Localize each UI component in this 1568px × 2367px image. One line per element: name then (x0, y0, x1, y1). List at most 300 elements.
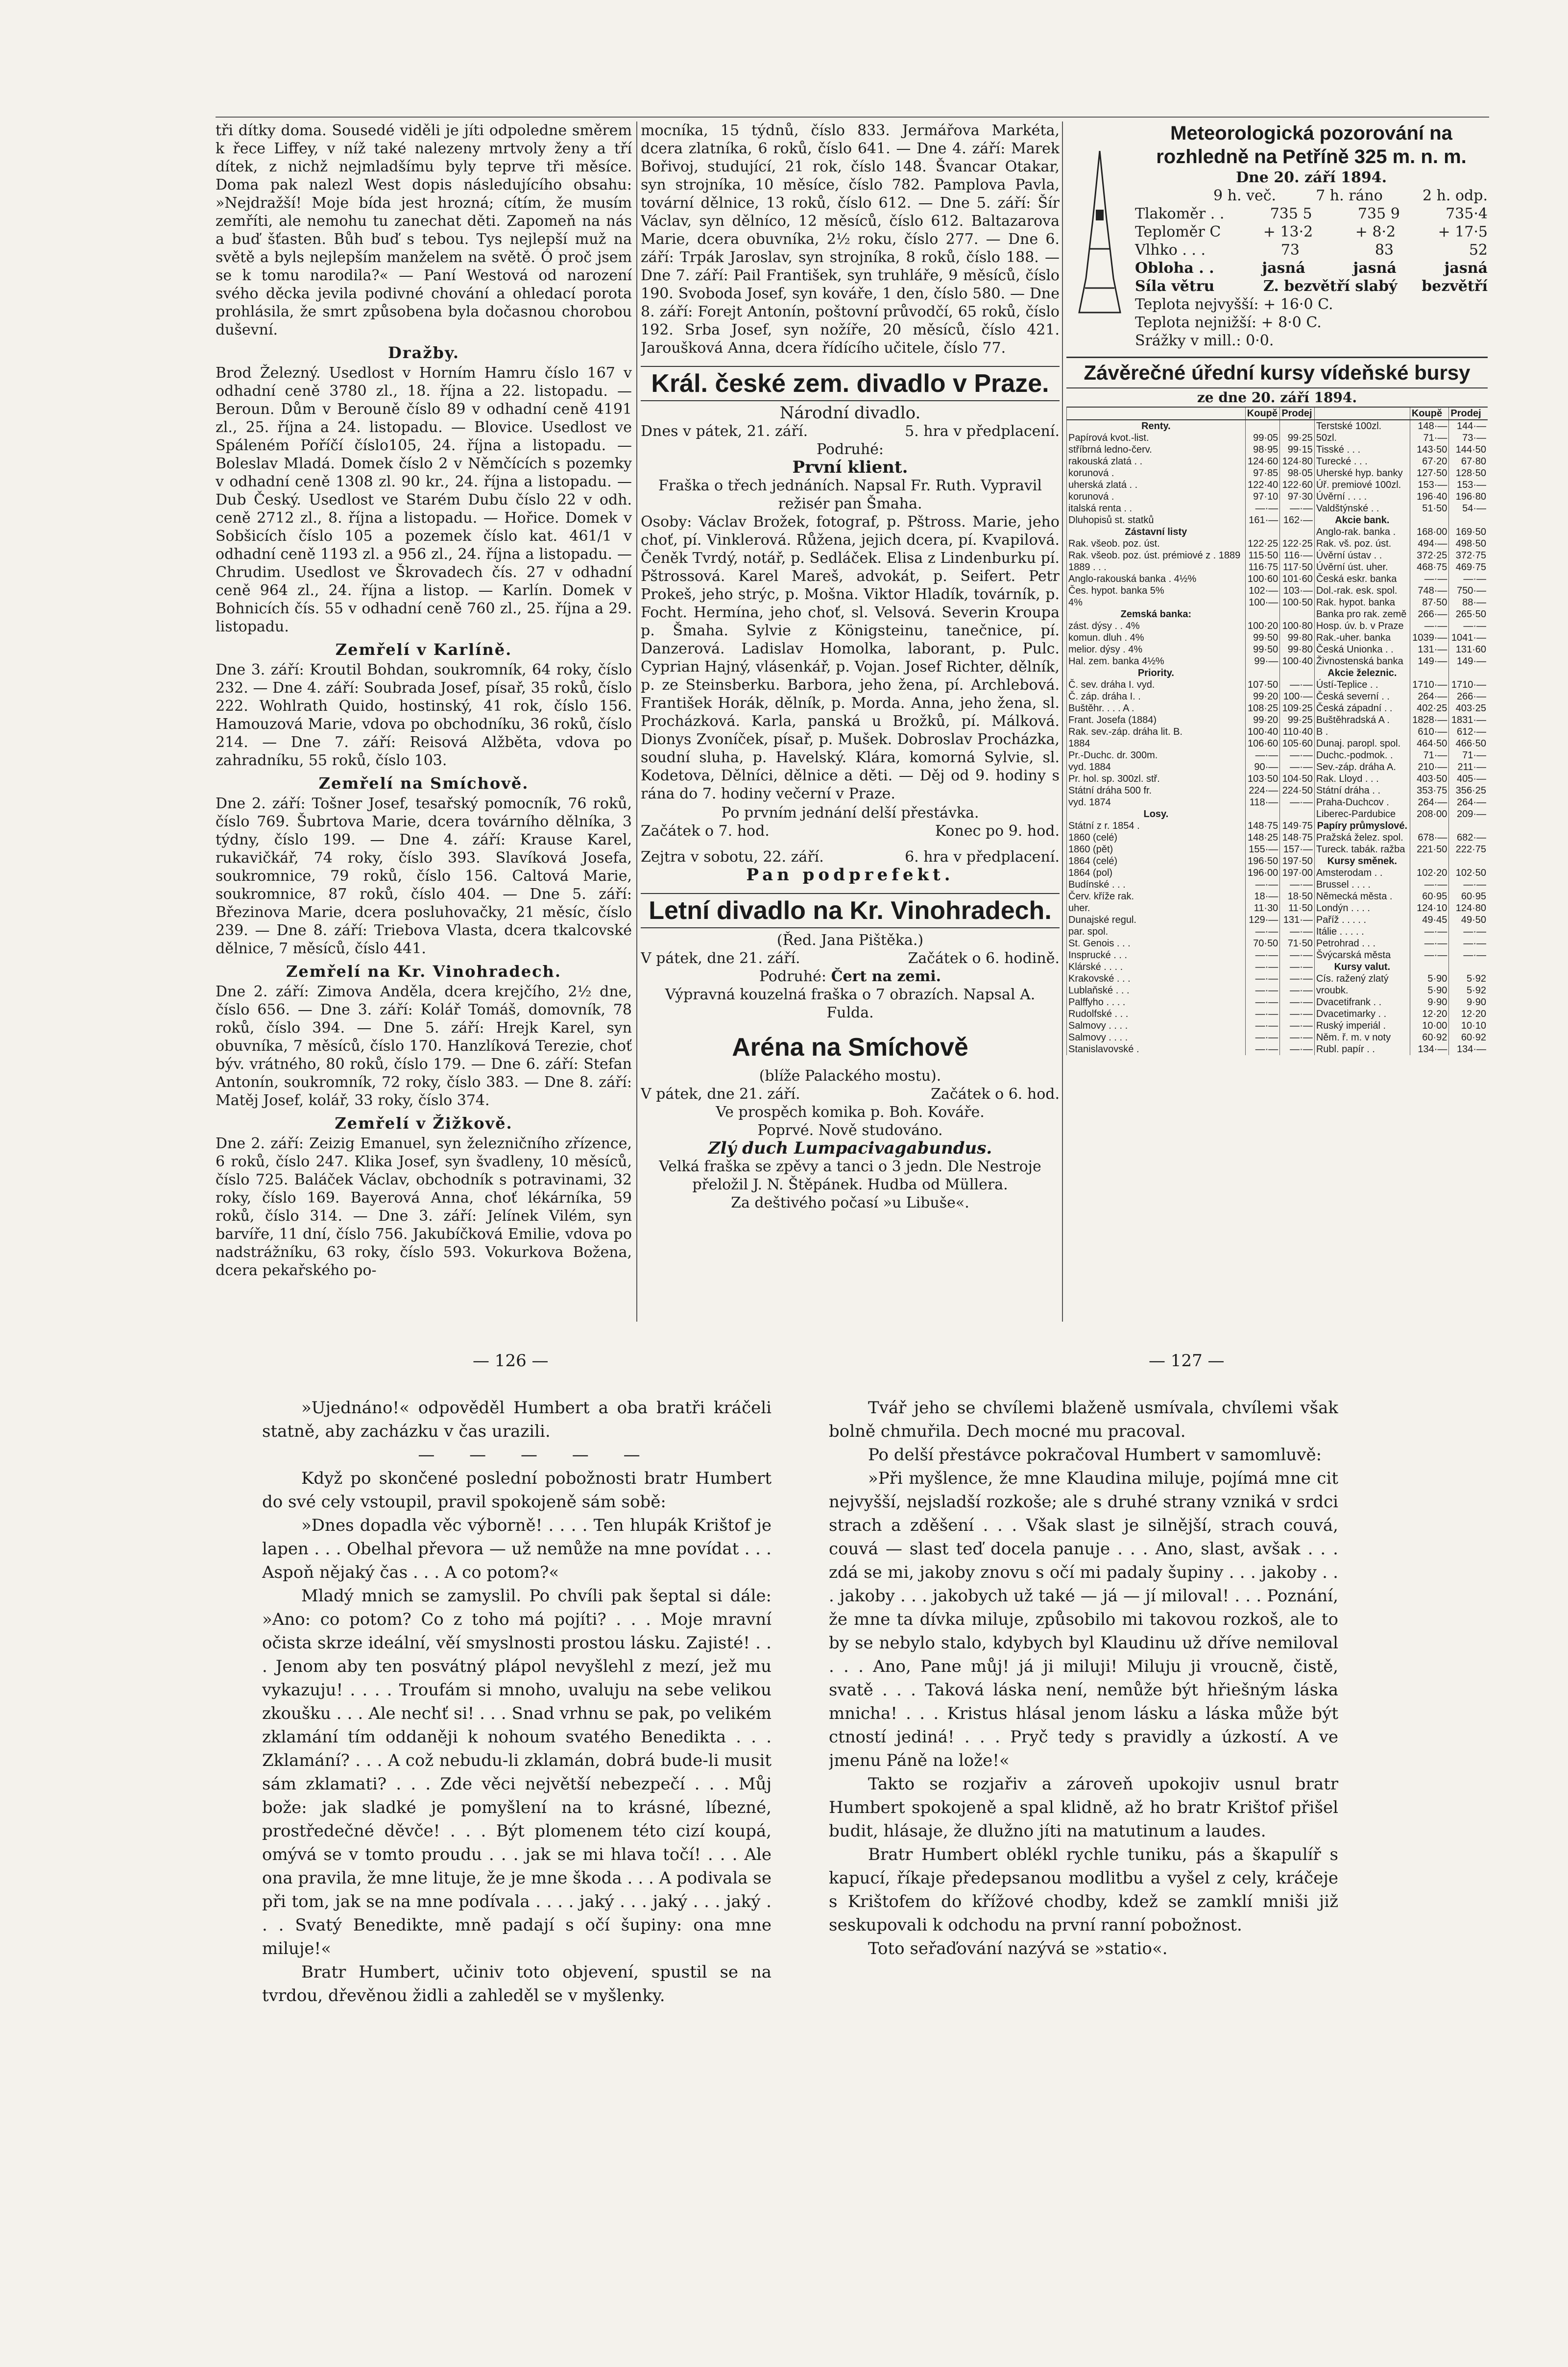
bursy-cell: —·— (1245, 1043, 1280, 1055)
bursy-header-row (1067, 407, 1488, 420)
bursy-cell: Palffyho . . . . (1067, 996, 1246, 1008)
bursy-cell: 1710·— (1449, 679, 1488, 691)
bursy-cell: 124·80 (1449, 902, 1488, 914)
bursy-cell: Česká Unionka . . (1314, 644, 1410, 655)
story-separator: — — — — — (418, 1445, 655, 1465)
bursy-row (1067, 632, 1488, 644)
theatre2-play-title: Čert na zemi. (831, 968, 941, 985)
bursy-cell: —·— (1245, 985, 1280, 996)
story-paragraph: Tvář jeho se chvílemi blaženě usmívala, chvílemi však bolně chmuřila. Dech mocné mu pracoval. (829, 1398, 1338, 1441)
bursy-cell: 264·— (1410, 691, 1449, 702)
bursy-cell: Insprucké . . . (1067, 949, 1246, 961)
bursy-cell: 162·— (1280, 514, 1315, 526)
bursy-cell: 71·— (1410, 749, 1449, 761)
bursy-cell: 196·80 (1449, 491, 1488, 503)
theatre2-podrube: Podruhé: (759, 968, 827, 985)
bursy-cell: 353·75 (1410, 785, 1449, 797)
bursy-cell: Čes. hypot. banka 5% (1067, 585, 1246, 597)
bursy-cell: Ústí-Teplice . . (1314, 679, 1410, 691)
theatre3-play-title: Zlý duch Lumpacivagabundus. (708, 1138, 992, 1158)
bursy-cell: 209·— (1449, 808, 1488, 820)
meteo-cell: Z. bezvětří slabý (1263, 278, 1398, 295)
bursy-cell: 469·75 (1449, 561, 1488, 573)
bursy-row (1067, 432, 1488, 444)
bursy-cell: komun. dluh . 4% (1067, 632, 1246, 644)
theatre3-date-row (641, 1085, 1060, 1103)
bursy-cell: Rubl. papír . . (1314, 1043, 1410, 1055)
theatre2-date-row (641, 949, 1060, 967)
bursy-row (1067, 503, 1488, 514)
meteo-cell: 735·4 (1446, 205, 1488, 222)
bursy-cell: Rak. sev.-záp. dráha lit. B. (1067, 726, 1246, 738)
bursy-cell: 148·— (1410, 420, 1449, 432)
bursy-cell: 405·— (1449, 773, 1488, 785)
bursy-cell: 372·75 (1449, 550, 1488, 561)
theatre1-podrube: Podruhé: (816, 441, 884, 458)
bursy-cell: Akcie bank. (1314, 514, 1410, 526)
meteo-cell: 735 9 (1357, 205, 1400, 222)
bursy-header-cell (1067, 407, 1246, 420)
bursy-cell: 60·92 (1410, 1032, 1449, 1043)
bursy-row (1067, 914, 1488, 926)
bursy-cell: 197·00 (1280, 867, 1315, 879)
bursy-cell: 102·— (1245, 585, 1280, 597)
meteo-cell: 73 (1280, 242, 1300, 259)
bursy-cell: Losy. (1067, 808, 1246, 820)
bursy-cell: —·— (1245, 996, 1280, 1008)
bursy-cell: Duchc.-podmok. . (1314, 749, 1410, 761)
bursy-cell: 149·75 (1280, 820, 1315, 832)
bursy-cell: 18·50 (1280, 891, 1315, 902)
bursy-cell: 12·20 (1410, 1008, 1449, 1020)
bursy-row (1067, 926, 1488, 938)
bursy-cell: 144·— (1449, 420, 1488, 432)
theatre1-subtitle: Národní divadlo. (779, 403, 921, 423)
bursy-cell: 107·50 (1245, 679, 1280, 691)
bursy-cell: 211·— (1449, 761, 1488, 773)
bursy-cell: 122·60 (1280, 479, 1315, 491)
bursy-cell: 99·80 (1280, 632, 1315, 644)
bursy-row (1067, 585, 1488, 597)
bursy-cell: 153·— (1449, 479, 1488, 491)
bursy-cell: Rak. všeob. poz. úst. prémiové z . 1889 (1067, 550, 1246, 561)
bursy-cell: 10·00 (1410, 1020, 1449, 1032)
bursy-row (1067, 961, 1488, 973)
bursy-cell: 18·— (1245, 891, 1280, 902)
bursy-cell: —·— (1280, 679, 1315, 691)
theatre1-times (641, 822, 1060, 840)
theatre1-date-row (641, 422, 1060, 440)
bursy-cell: 134·— (1410, 1043, 1449, 1055)
bursy-row (1067, 844, 1488, 855)
bursy-cell: 71·— (1410, 432, 1449, 444)
bursy-cell: —·— (1410, 926, 1449, 938)
bursy-cell: Frant. Josefa (1884) (1067, 714, 1246, 726)
bursy-cell: Anglo-rakouská banka . 4½% (1067, 573, 1246, 585)
bursy-cell: Cís. ražený zlatý (1314, 973, 1410, 985)
bursy-cell: Anglo-rak. banka . (1314, 526, 1410, 538)
col2-intro: mocníka, 15 týdnů, číslo 833. Jermářova Markéta, dcera zlatníka, 6 roků, číslo 641. — Dne 4. září: Marek Bořivoj, studující, 21 rok, číslo 148. Švancar Otakar, syn strojníka, 10 měsíce, číslo 782. Pamplova Pavla, tovární dělnice, 13 roků, číslo 612. — Dne 5. září: Šír Václav, syn dělníco, 12 měsíců, číslo 612. Baltazarova Marie, dcera obuvníka, 2½ roku, číslo 277. — Dne 6. září: Trpák Jaroslav, syn strojníka, 8 roků, číslo 188. — Dne 7. září: Pail František, syn truhláře, 9 měsíců, číslo 190. Svoboda Josef, syn kováře, 1 den, číslo 580. — Dne 8. září: Forejt Antonín, poštovní průvodčí, 65 roků, číslo 192. Srba Josef, syn nožíře, 20 měsíců, číslo 421. Jaroušková Anna, dcera řídícího učitele, číslo 77. (641, 122, 1060, 357)
bursy-cell: —·— (1280, 961, 1315, 973)
bursy-cell: 372·25 (1410, 550, 1449, 561)
theatre3-sub: (blíže Palackého mostu). (759, 1067, 941, 1085)
bursy-cell: Dvacetimarky . . (1314, 1008, 1410, 1020)
bursy-date: ze dne 20. září 1894. (1197, 389, 1357, 406)
bursy-cell: Zástavní listy (1067, 526, 1246, 538)
bursy-cell: —·— (1280, 1032, 1315, 1043)
bursy-cell: —·— (1280, 1020, 1315, 1032)
bursy-body (1067, 420, 1488, 1055)
bursy-cell: Stanislavovské . (1067, 1043, 1246, 1055)
bursy-cell: Uherské hyp. banky (1314, 467, 1410, 479)
bursy-cell: —·— (1410, 620, 1449, 632)
bursy-cell: 1041·— (1449, 632, 1488, 644)
bursy-cell (1280, 808, 1315, 820)
bursy-cell: 208·00 (1410, 808, 1449, 820)
bursy-cell: 1710·— (1410, 679, 1449, 691)
bursy-cell (1410, 855, 1449, 867)
bursy-cell: —·— (1280, 761, 1315, 773)
bursy-cell: —·— (1410, 573, 1449, 585)
bursy-cell: B . (1314, 726, 1410, 738)
bursy-header-cell: Koupě (1245, 407, 1280, 420)
meteo-cell: jasná (1353, 260, 1397, 277)
meteo-cell: jasná (1444, 260, 1488, 277)
bursy-cell: 4% (1067, 597, 1246, 608)
bursy-row (1067, 644, 1488, 655)
bursy-cell: 12·20 (1449, 1008, 1488, 1020)
story-paragraph: Mladý mnich se zamyslil. Po chvíli pak šeptal si dále: »Ano: co potom? Co z toho má pojíti? . . . Moje mravní očista skrze ideální, věí smyslnosti prostou lásku. Zajisté! . . . Jenom aby ten posvátný plápol nevyšlehl z mezí, jež mu vykazuju! . . . . Troufám si mnoho, uvaluju na sebe velikou zkoušku . . . Ale nechť si! . . . Snad vrhnu se pak, po velikém zklamání tím oddaněji k nohoum svatého Benedikta . . . Zklamání? . . . A což nebudu-li zklamán, dobrá bude-li musit sám zklamati? . . . Zde věci největší nebezpečí . . . Můj bože: jak sladké je pomyšlení na to krásné, líbezné, prostředečné děvče! . . . Být plomenem této cizí koupá, omývá se v tomto proudu . . . jak se mi hlava točí! . . . Ale ona pravila, že mne lituje, že je mne škoda . . . A podivala se při tom, jak se na mne podívala . . . . jaký . . . jaký . . . jaký . . . Svatý Benedikte, mně padají s očí šupiny: ona mne miluje!« (262, 1586, 772, 1958)
zizkove-text: Dne 2. září: Zeizig Emanuel, syn železničního zřízence, 6 roků, číslo 247. Klika Josef, syn švadleny, 10 měsíců, číslo 725. Baláček Václav, obchodník s potravinami, 32 roky, číslo 169. Bayerová Anna, choť lékárníka, 59 roků, číslo 314. — Dne 3. září: Jelínek Vilém, syn barvíře, 11 dní, číslo 756. Jakubíčková Emilie, vdova po nadstrážníku, 63 roky, číslo 593. Vokurkova Božena, dcera pekařského po- (216, 1135, 632, 1279)
theatre2-title: Letní divadlo na Kr. Vinohradech. (641, 893, 1060, 928)
bursy-cell: —·— (1245, 1032, 1280, 1043)
bursy-cell: Valdštýnské . . (1314, 503, 1410, 514)
meteo-cell: 83 (1375, 242, 1394, 259)
theatre1-tomorrow-hra: 6. hra v předplacení. (905, 848, 1060, 866)
bursy-cell: —·— (1449, 620, 1488, 632)
bursy-cell: 1884 (1067, 738, 1246, 749)
bursy-cell: —·— (1280, 973, 1315, 985)
bursy-cell: Německá města . (1314, 891, 1410, 902)
bursy-row (1067, 620, 1488, 632)
bursy-row (1067, 949, 1488, 961)
meteo-cell: 52 (1469, 242, 1488, 259)
bursy-cell: Papírová kvot.-list. (1067, 432, 1246, 444)
bursy-cell: 106·60 (1245, 738, 1280, 749)
bursy-cell: 118·— (1245, 797, 1280, 808)
bursy-row (1067, 749, 1488, 761)
bursy-cell: Priority. (1067, 667, 1246, 679)
bursy-cell: stříbrná ledno-červ. (1067, 444, 1246, 456)
bursy-cell: 610·— (1410, 726, 1449, 738)
bursy-row (1067, 973, 1488, 985)
theatre1-hra: 5. hra v předplacení. (905, 423, 1060, 440)
bursy-cell: 117·50 (1280, 561, 1315, 573)
bursy-cell: 10·10 (1449, 1020, 1488, 1032)
karline-heading: Zemřelí v Karlíně. (335, 640, 512, 659)
bursy-row (1067, 891, 1488, 902)
meteo-header-cell: 9 h. več. (1213, 187, 1277, 204)
bursy-row (1067, 714, 1488, 726)
bursy-cell: 134·— (1449, 1043, 1488, 1055)
bursy-cell: 128·50 (1449, 467, 1488, 479)
bursy-cell: —·— (1245, 961, 1280, 973)
bursy-cell: 9·90 (1410, 996, 1449, 1008)
bursy-cell: 99·— (1245, 655, 1280, 667)
bursy-cell: Salmovy . . . . (1067, 1032, 1246, 1043)
bursy-cell: 5·90 (1410, 985, 1449, 996)
story-right (829, 1396, 1338, 2351)
story-left (262, 1396, 772, 2351)
bursy-cell: Hosp. úv. b. v Praze (1314, 620, 1410, 632)
bursy-row (1067, 561, 1488, 573)
theatre3-date: V pátek, dne 21. září. (641, 1086, 800, 1103)
bursy-cell: Lublaňské . . . (1067, 985, 1246, 996)
bursy-cell: 266·— (1449, 691, 1488, 702)
bursy-cell: 149·— (1410, 655, 1449, 667)
bursy-cell: 157·— (1280, 844, 1315, 855)
bursy-cell: Rak. vš. poz. úst. (1314, 538, 1410, 550)
bursy-cell: Tisské . . . (1314, 444, 1410, 456)
bursy-cell: 103·50 (1245, 773, 1280, 785)
meteo-row-label: Tlakoměr . . (1135, 205, 1225, 222)
bursy-cell: 1828·— (1410, 714, 1449, 726)
bursy-cell: 87·50 (1410, 597, 1449, 608)
bursy-cell: Červ. kříže rak. (1067, 891, 1246, 902)
bursy-cell: Papíry průmyslové. (1314, 820, 1410, 832)
bursy-cell: 103·— (1280, 585, 1315, 597)
bursy-cell (1410, 820, 1449, 832)
bursy-cell: 100·60 (1245, 573, 1280, 585)
theatre1-prestavka: Po prvním jednání delší přestávka. (721, 804, 979, 821)
bursy-cell: 464·50 (1410, 738, 1449, 749)
bursy-cell (1449, 961, 1488, 973)
bursy-cell: 109·25 (1280, 702, 1315, 714)
bursy-cell: 1889 . . . (1067, 561, 1246, 573)
bursy-cell: 466·50 (1449, 738, 1488, 749)
bursy-cell: 1831·— (1449, 714, 1488, 726)
bursy-cell: Úvěrní úst. uher. (1314, 561, 1410, 573)
bursy-cell (1410, 667, 1449, 679)
bursy-row (1067, 691, 1488, 702)
bursy-row (1067, 738, 1488, 749)
theatre1-tomorrow-play: Pan podprefekt. (746, 865, 954, 885)
bursy-cell: Rak. hypot. banka (1314, 597, 1410, 608)
meteo-min: Teplota nejnižší: + 8·0 C. (1135, 314, 1322, 331)
bursy-cell: Londýn . . . . (1314, 902, 1410, 914)
bursy-row (1067, 491, 1488, 503)
story-paragraph: Bratr Humbert oblékl rychle tuniku, pás a škapulíř s kapucí, říkaje předepsanou modlitbu a vyšel z cely, kráčeje s Krištofem do křížové chodby, kdež se zamklí mniši již seskupovali k odchodu na první ranní pobožnost. (829, 1845, 1338, 1935)
bursy-cell: Švýcarská města (1314, 949, 1410, 961)
bursy-row (1067, 526, 1488, 538)
meteo-row (1135, 277, 1488, 295)
story-paragraph: »Dnes dopadla věc výborně! . . . . Ten hlupák Krištof je lapen . . . Obelhal převora — už nemůže na mne povídat . . . Aspoň nějaký čas . . . A co potom?« (262, 1516, 772, 1582)
bursy-cell: 100·40 (1280, 655, 1315, 667)
bursy-header-cell: Prodej (1280, 407, 1315, 420)
bursy-cell: 99·15 (1280, 444, 1315, 456)
bursy-row (1067, 608, 1488, 620)
bursy-cell: 264·— (1449, 797, 1488, 808)
bursy-cell: 11·50 (1280, 902, 1315, 914)
bursy-row (1067, 538, 1488, 550)
bursy-cell: 100·80 (1280, 620, 1315, 632)
meteo-cell: + 17·5 (1438, 223, 1488, 241)
meteo-srazky: Srážky v mill.: 0·0. (1135, 332, 1274, 349)
bursy-cell (1449, 514, 1488, 526)
bursy-cell: 115·50 (1245, 550, 1280, 561)
bursy-cell: Salmovy . . . . (1067, 1020, 1246, 1032)
bursy-cell: Č. záp. dráha I. . (1067, 691, 1246, 702)
bursy-cell: 5·92 (1449, 985, 1488, 996)
bursy-cell: 468·75 (1410, 561, 1449, 573)
bursy-cell: 60·92 (1449, 1032, 1488, 1043)
bursy-row (1067, 1020, 1488, 1032)
bursy-cell: Pr.-Duchc. dr. 300m. (1067, 749, 1246, 761)
bursy-cell: 266·— (1410, 608, 1449, 620)
bursy-cell: 356·25 (1449, 785, 1488, 797)
bursy-cell: 1039·— (1410, 632, 1449, 644)
bursy-cell: Č. sev. dráha I. vyd. (1067, 679, 1246, 691)
drazby-text: Brod Železný. Usedlost v Horním Hamru číslo 167 v odhadní ceně 3780 zl., 18. října a 22. listopadu. — Beroun. Dům v Berouně číslo 89 v odhadní ceně 4191 zl., 25. října a 24. listopadu. — Blovice. Usedlost ve Spáleném Poříčí číslo105, 24. října a listopadu. — Boleslav Mladá. Domek číslo 2 v Němčících s pozemky v odhadní ceně 1308 zl. 90 kr., 24. října a listopadu. — Dub Český. Usedlost ve Starém Dubu číslo 22 v odh. ceně 2712 zl., 8. října a listopadu. — Hořice. Domek v Sobšicích číslo 105 a pozemek číslo kat. 461/1 v odhadní ceně 1193 zl. a 956 zl., 24. října a listopadu. — Chrudim. Usedlost ve Škrovadech čís. 27 v odhadní ceně 964 zl., 24. října a listop. — Karlín. Domek v Bohnicích čís. 55 v odhadní ceně 760 zl., 25. října a 29. listopadu. (216, 364, 632, 635)
bursy-cell: Klárské . . . . (1067, 961, 1246, 973)
meteo-cell: + 8·2 (1355, 223, 1396, 241)
bursy-cell: 99·50 (1245, 632, 1280, 644)
bursy-cell: 1860 (pět) (1067, 844, 1246, 855)
bursy-cell: Brussel . . . . (1314, 879, 1410, 891)
bursy-cell: —·— (1280, 879, 1315, 891)
bursy-cell: italská renta . . (1067, 503, 1246, 514)
drazby-heading: Dražby. (388, 343, 459, 362)
vinohrad-text: Dne 2. září: Zimova Anděla, dcera krejčího, 2½ dne, číslo 656. — Dne 3. září: Kolář Tomáš, domovník, 78 roků, číslo 394. — Dne 5. září: Hrejk Karel, syn obuvníka, 7 měsíců, číslo 170. Hanzlíková Terezie, choť býv. vrátného, 80 roků, číslo 179. — Dne 6. září: Stefan Antonín, soukromník, 72 roky, číslo 383. — Dne 8. září: Matěj Josef, kolář, 33 roky, číslo 374. (216, 983, 632, 1109)
bursy-cell: zást. dýsy . . 4% (1067, 620, 1246, 632)
meteo-row (1135, 205, 1488, 223)
bursy-cell (1410, 961, 1449, 973)
theatre2-date: V pátek, dne 21. září. (641, 950, 800, 967)
meteo-date: Dne 20. září 1894. (1235, 169, 1387, 186)
bursy-cell: 131·— (1280, 914, 1315, 926)
bursy-cell: 97·85 (1245, 467, 1280, 479)
theatre2-desc: Výpravná kouzelná fraška o 7 obrazích. Napsal A. Fulda. (665, 986, 1036, 1021)
bursy-cell: 50zl. (1314, 432, 1410, 444)
bursy-cell: 155·— (1245, 844, 1280, 855)
bursy-header-cell (1314, 407, 1410, 420)
bursy-cell: Ruský imperiál . (1314, 1020, 1410, 1032)
bursy-cell: 99·80 (1280, 644, 1315, 655)
bursy-cell: 129·— (1245, 914, 1280, 926)
bursy-cell: melior. dýsy . 4% (1067, 644, 1246, 655)
bursy-cell: 99·25 (1280, 432, 1315, 444)
bursy-cell: 71·— (1449, 749, 1488, 761)
theatre2-play-row (641, 967, 1060, 986)
bursy-cell: —·— (1280, 985, 1315, 996)
bursy-cell: —·— (1245, 1008, 1280, 1020)
bursy-cell: —·— (1245, 749, 1280, 761)
bursy-cell: Dluhopisů st. statků (1067, 514, 1246, 526)
bursy-cell: 110·40 (1280, 726, 1315, 738)
page-number-left: — 126 — (473, 1351, 549, 1371)
theatre3-start: Začátek o 6. hod. (931, 1086, 1060, 1103)
bursy-cell (1410, 514, 1449, 526)
theatre3-poprve: Poprvé. Nově studováno. (757, 1122, 943, 1139)
bursy-row (1067, 820, 1488, 832)
meteo-row (1135, 241, 1488, 259)
bursy-cell (1245, 526, 1280, 538)
column-divider (1062, 121, 1063, 1322)
bursy-cell: vyd. 1884 (1067, 761, 1246, 773)
bursy-cell: —·— (1449, 938, 1488, 949)
bursy-cell: 127·50 (1410, 467, 1449, 479)
bursy-cell: vyd. 1874 (1067, 797, 1246, 808)
bursy-cell: 102·50 (1449, 867, 1488, 879)
bursy-cell: 124·60 (1245, 456, 1280, 467)
meteo-title: Meteorologická pozorování na rozhledně na Petříně 325 m. n. m. (1156, 122, 1467, 168)
bursy-cell (1449, 820, 1488, 832)
bursy-cell: 210·— (1410, 761, 1449, 773)
bursy-header-cell: Koupě (1410, 407, 1449, 420)
bursy-cell: —·— (1410, 938, 1449, 949)
bursy-row (1067, 902, 1488, 914)
bursy-cell: Kursy směnek. (1314, 855, 1410, 867)
bursy-cell: 99·20 (1245, 714, 1280, 726)
bursy-cell (1280, 667, 1315, 679)
bursy-cell: 54·— (1449, 503, 1488, 514)
bursy-cell: —·— (1280, 1008, 1315, 1020)
story-paragraph: Po delší přestávce pokračoval Humbert v samomluvě: (868, 1445, 1322, 1465)
bursy-row (1067, 785, 1488, 797)
bursy-cell: 224·— (1245, 785, 1280, 797)
theatre2-start: Začátek o 6. hodině. (908, 950, 1060, 967)
bursy-cell: 124·10 (1410, 902, 1449, 914)
bursy-cell: Rak. všeob. poz. úst. (1067, 538, 1246, 550)
bursy-cell: uher. (1067, 902, 1246, 914)
meteo-row-label: Obloha . . (1135, 260, 1214, 277)
story-paragraph: »Ujednáno!« odpověděl Humbert a oba bratři kráčeli statně, aby zacházku v čas urazili. (262, 1398, 772, 1441)
bursy-row (1067, 456, 1488, 467)
bursy-cell: 197·50 (1280, 855, 1315, 867)
theatre3-benefit: Ve prospěch komika p. Boh. Kováře. (716, 1104, 985, 1121)
bursy-row (1067, 808, 1488, 820)
story-paragraph: Bratr Humbert, učiniv toto objevení, spustil se na tvrdou, dřevěnou židli a zahleděl se v myšlenky. (262, 1962, 772, 2005)
bursy-cell: 196·40 (1410, 491, 1449, 503)
bursy-cell: Česká severní . . (1314, 691, 1410, 702)
bursy-cell: Úvěrní . . . . (1314, 491, 1410, 503)
bursy-cell: 122·40 (1245, 479, 1280, 491)
meteo-header-cell: 2 h. odp. (1422, 187, 1488, 204)
bursy-cell: —·— (1245, 1020, 1280, 1032)
bursy-cell: Tureck. tabák. ražba (1314, 844, 1410, 855)
story-paragraph: »Při myšlence, že mne Klaudina miluje, pojímá mne cit nejvyšší, nejsladší rozkoše; ale s druhé strany vzniká v srdci strach a zděšení . . . Však slast je silnější, strach couvá, couvá — slast teď docela panuje . . . Ano, slast, avšak . . . zdá se mi, jakoby znovu s očí mi padaly šupiny . . . jakoby . . . jakoby . . . jakobych už také — já — jí miloval! . . . Poznání, že mne ta dívka miluje, způsobilo mi takovou rozkoš, ale to by se nebylo stalo, kdybych byl Klaudinu už dříve nemiloval . . . Ano, Pane můj! já ji miluji! Miluju ji vroucně, čistě, svatě . . . Taková láska není, nemůže být hřiešným láska mnicha! . . . Kristus hlásal jenom lásku a láska může být ctností jediná! . . . Pryč tedy s pravidly a úzkostí. A ve jmenu Páně na lože!« (829, 1469, 1338, 1770)
bursy-cell: 5·92 (1449, 973, 1488, 985)
bursy-row (1067, 679, 1488, 691)
bursy-cell: Dol.-rak. esk. spol. (1314, 585, 1410, 597)
bursy-row (1067, 1043, 1488, 1055)
bursy-cell: —·— (1410, 949, 1449, 961)
bursy-cell (1245, 608, 1280, 620)
bursy-cell: 73·— (1449, 432, 1488, 444)
bursy-cell: —·— (1280, 1043, 1315, 1055)
column-right (1066, 121, 1488, 1322)
bursy-cell: Banka pro rak. země (1314, 608, 1410, 620)
bursy-cell: 402·25 (1410, 702, 1449, 714)
bursy-row (1067, 867, 1488, 879)
bursy-cell: 403·50 (1410, 773, 1449, 785)
bursy-cell: —·— (1245, 879, 1280, 891)
bursy-cell: 143·50 (1410, 444, 1449, 456)
bursy-cell: 97·10 (1245, 491, 1280, 503)
theatre3-title: Aréna na Smíchově (732, 1033, 968, 1062)
bursy-cell (1245, 420, 1280, 432)
bursy-cell: 169·50 (1449, 526, 1488, 538)
